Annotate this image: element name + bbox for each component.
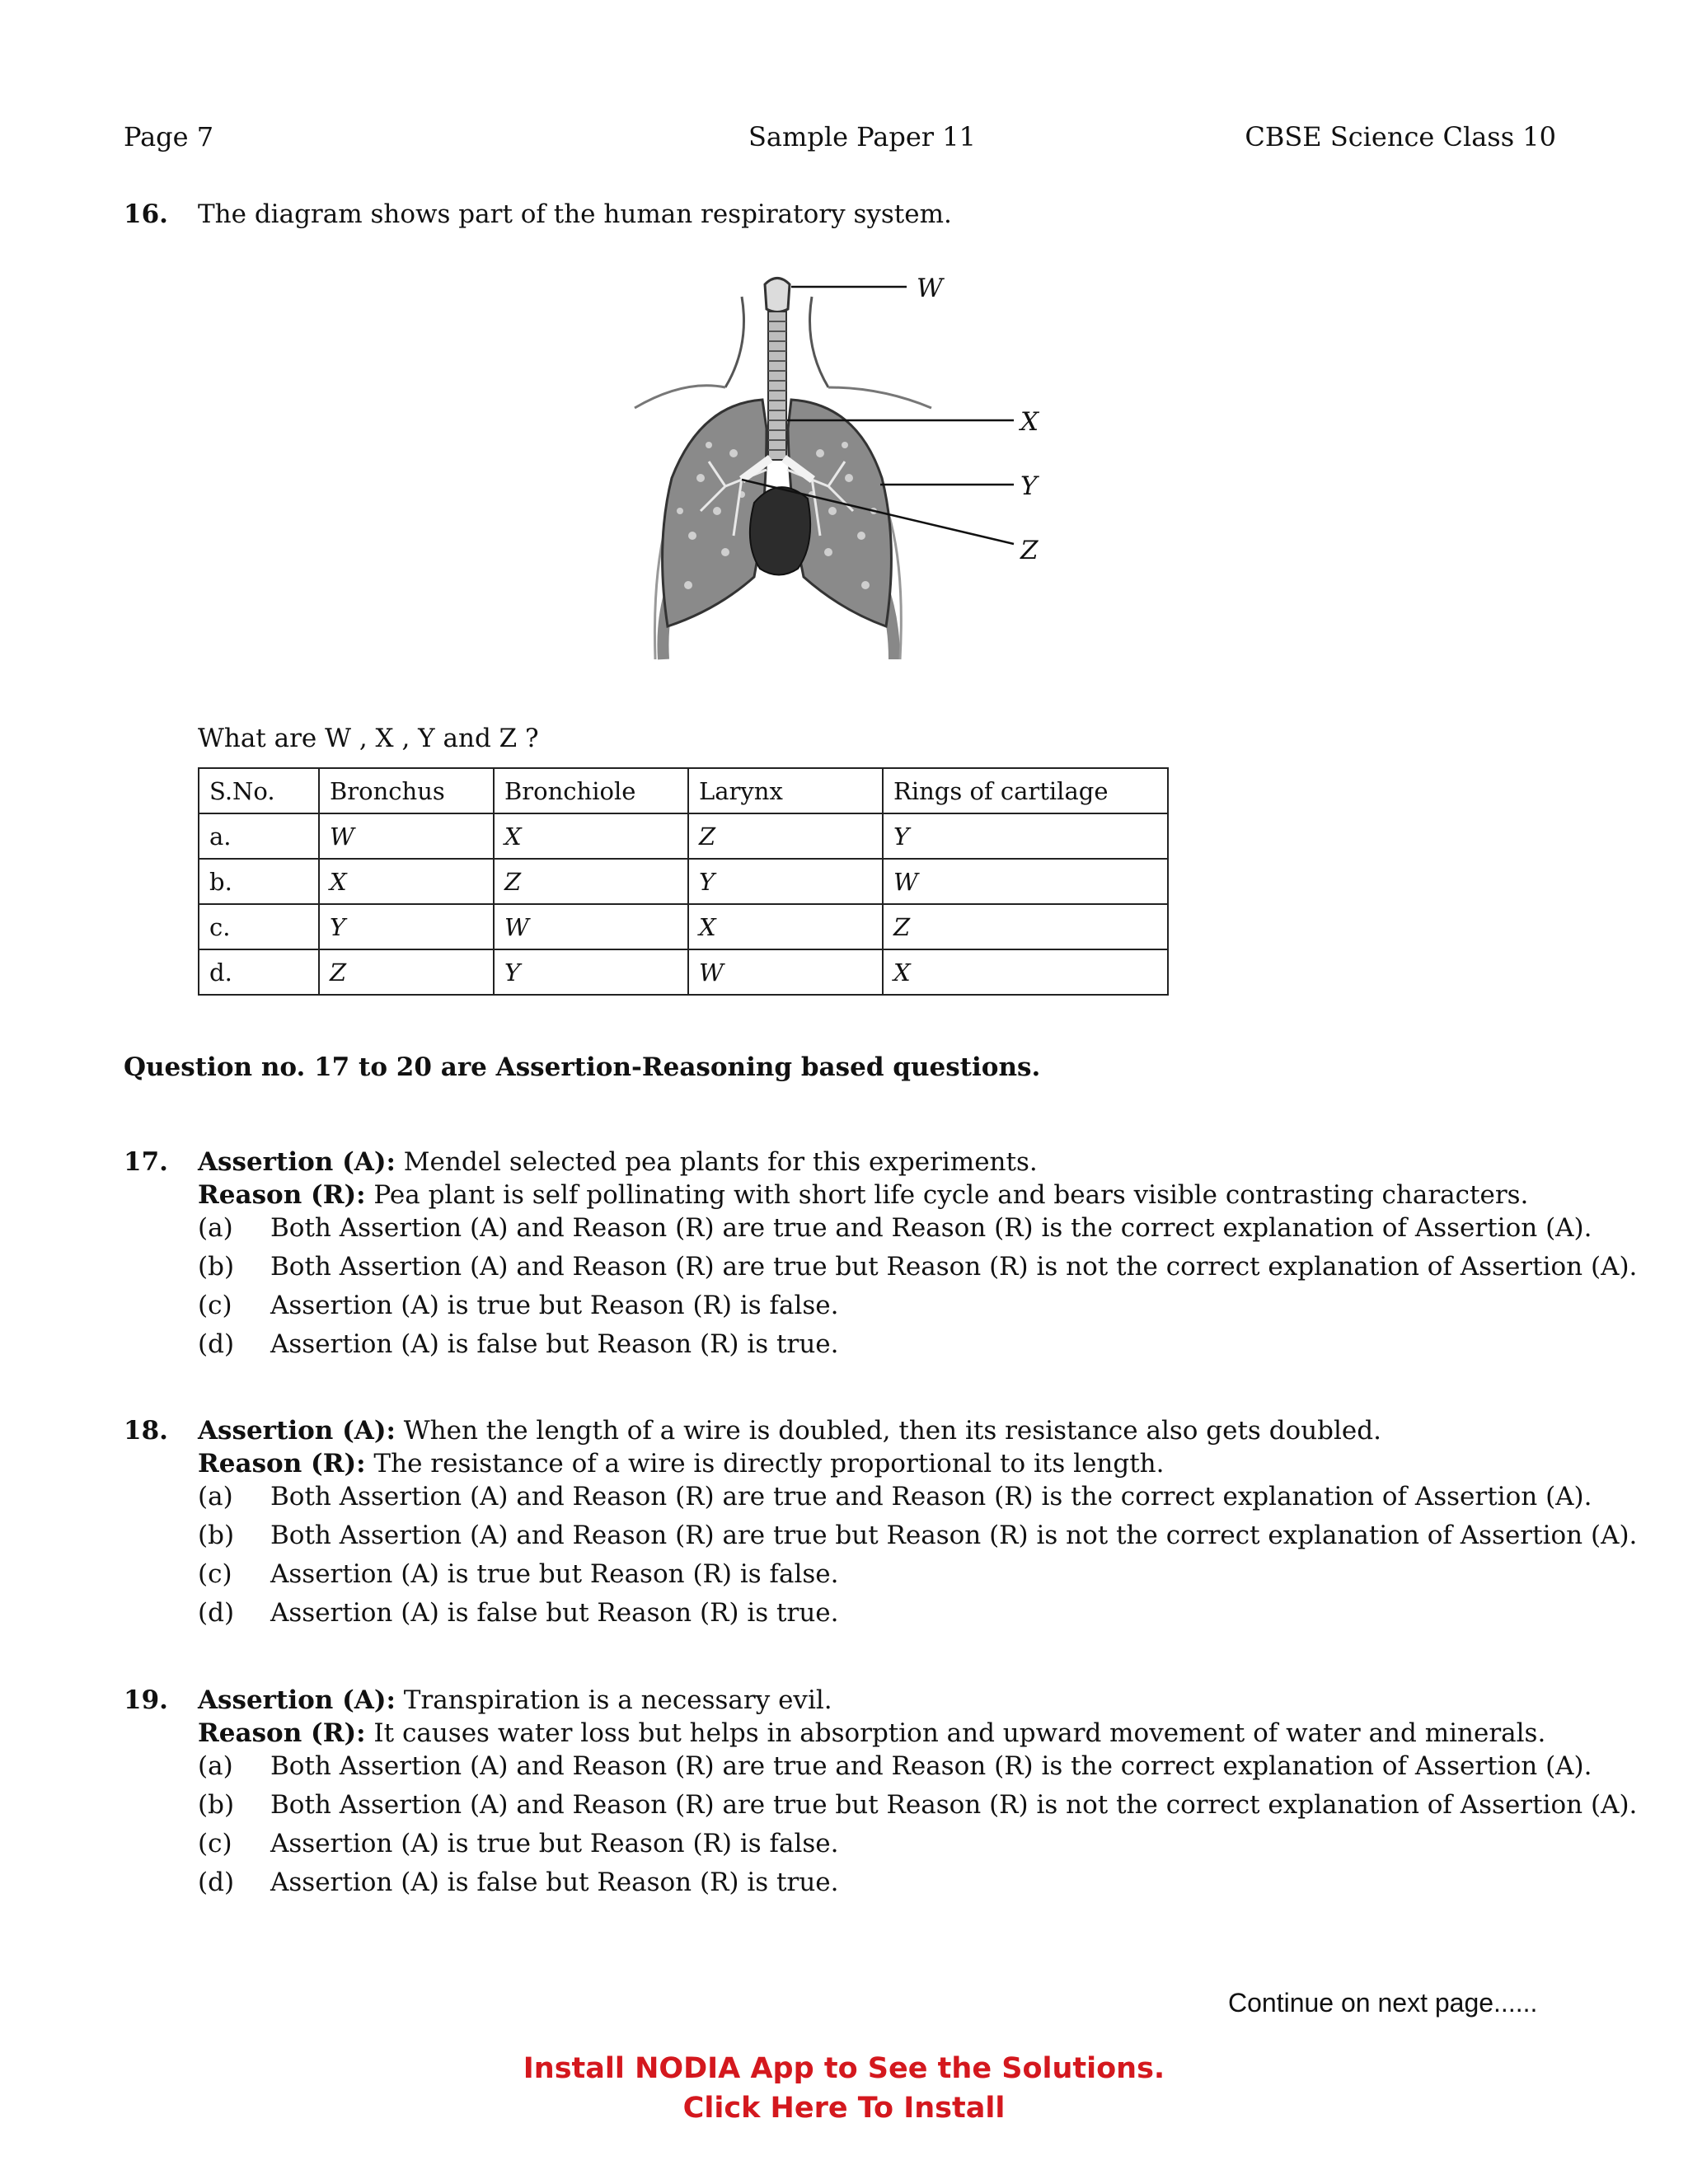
label-x: X: [1020, 407, 1039, 437]
label-z: Z: [1020, 536, 1039, 565]
q16-number: 16.: [124, 199, 168, 229]
option-c-text: Assertion (A) is true but Reason (R) is false.: [270, 1829, 839, 1858]
q16-text: The diagram shows part of the human respiratory system.: [198, 199, 952, 229]
q19-reason: [198, 1717, 1545, 1750]
q18-number: 18.: [124, 1416, 168, 1446]
option-b-text: Both Assertion (A) and Reason (R) are true but Reason (R) is not the correct explanation of Assertion (A).: [270, 1790, 1638, 1820]
option-a-text: Both Assertion (A) and Reason (R) are true and Reason (R) is the correct explanation of Assertion (A).: [270, 1482, 1592, 1511]
table-header: Rings of cartilage: [883, 768, 1168, 813]
option-c-label: (c): [198, 1291, 232, 1320]
option-a-label: (a): [198, 1482, 233, 1511]
table-row: [199, 813, 1168, 859]
q18-reason: [198, 1447, 1165, 1480]
install-button-link[interactable]: Click Here To Install: [682, 2092, 1006, 2125]
q19-reason-text: It causes water loss but helps in absorption and upward movement of water and minerals.: [365, 1718, 1546, 1748]
table-cell: c.: [199, 904, 319, 949]
table-cell: a.: [199, 813, 319, 859]
table-row: [199, 949, 1168, 995]
table-cell: X: [319, 859, 494, 904]
table-cell: W: [319, 813, 494, 859]
option-a-text: Both Assertion (A) and Reason (R) are true and Reason (R) is the correct explanation of Assertion (A).: [270, 1213, 1592, 1243]
option-d-text: Assertion (A) is false but Reason (R) is true.: [270, 1598, 839, 1628]
option-d-label: (d): [198, 1329, 235, 1359]
table-cell: Y: [494, 949, 688, 995]
table-row: [199, 859, 1168, 904]
table-cell: d.: [199, 949, 319, 995]
reason-label: Reason (R):: [198, 1180, 366, 1210]
table-cell: Z: [883, 904, 1168, 949]
q17-number: 17.: [124, 1147, 168, 1177]
table-cell: Y: [883, 813, 1168, 859]
option-c-text: Assertion (A) is true but Reason (R) is false.: [270, 1559, 839, 1589]
option-b-text: Both Assertion (A) and Reason (R) are true but Reason (R) is not the correct explanation of Assertion (A).: [270, 1252, 1638, 1282]
option-d-text: Assertion (A) is false but Reason (R) is true.: [270, 1868, 839, 1897]
option-b-label: (b): [198, 1521, 235, 1550]
reason-label: Reason (R):: [198, 1718, 366, 1748]
continue-note: Continue on next page......: [1228, 1988, 1538, 2018]
q17-assertion: [198, 1146, 1038, 1179]
q17-assertion-text: Mendel selected pea plants for this experiments.: [395, 1147, 1038, 1177]
subject-title: CBSE Science Class 10: [1245, 121, 1556, 152]
table-header: Bronchiole: [494, 768, 688, 813]
table-cell: X: [494, 813, 688, 859]
table-cell: Z: [494, 859, 688, 904]
q17-reason-text: Pea plant is self pollinating with short life cycle and bears visible contrasting characters.: [365, 1180, 1529, 1210]
q18-assertion-text: When the length of a wire is doubled, then its resistance also gets doubled.: [395, 1416, 1381, 1446]
assertion-label: Assertion (A):: [198, 1147, 396, 1177]
q19-number: 19.: [124, 1685, 168, 1715]
q16-prompt: What are W , X , Y and Z ?: [198, 724, 539, 753]
option-d-label: (d): [198, 1868, 235, 1897]
option-a-text: Both Assertion (A) and Reason (R) are true and Reason (R) is the correct explanation of Assertion (A).: [270, 1751, 1592, 1781]
table-cell: Y: [319, 904, 494, 949]
page-number: Page 7: [124, 121, 214, 152]
table-cell: Y: [688, 859, 883, 904]
option-b-label: (b): [198, 1252, 235, 1282]
table-cell: W: [883, 859, 1168, 904]
table-cell: X: [688, 904, 883, 949]
table-header: S.No.: [199, 768, 319, 813]
label-y: Y: [1020, 471, 1038, 501]
option-c-label: (c): [198, 1829, 232, 1858]
q17-reason: [198, 1179, 1528, 1212]
table-cell: W: [688, 949, 883, 995]
q19-assertion: [198, 1684, 832, 1717]
option-d-label: (d): [198, 1598, 235, 1628]
paper-title: Sample Paper 11: [748, 121, 976, 152]
table-cell: W: [494, 904, 688, 949]
table-row: [199, 904, 1168, 949]
option-c-label: (c): [198, 1559, 232, 1589]
option-d-text: Assertion (A) is false but Reason (R) is true.: [270, 1329, 839, 1359]
q18-assertion: [198, 1414, 1381, 1447]
table-header: Larynx: [688, 768, 883, 813]
assertion-label: Assertion (A):: [198, 1685, 396, 1715]
option-b-label: (b): [198, 1790, 235, 1820]
install-app-link[interactable]: Install NODIA App to See the Solutions.: [523, 2052, 1165, 2085]
section-note: Question no. 17 to 20 are Assertion-Reasoning based questions.: [124, 1052, 1041, 1082]
table-cell: Z: [688, 813, 883, 859]
label-w: W: [917, 274, 943, 303]
answer-table: [198, 767, 1169, 996]
table-cell: b.: [199, 859, 319, 904]
option-c-text: Assertion (A) is true but Reason (R) is false.: [270, 1291, 839, 1320]
assertion-label: Assertion (A):: [198, 1416, 396, 1446]
table-header-row: [199, 768, 1168, 813]
table-cell: X: [883, 949, 1168, 995]
option-a-label: (a): [198, 1213, 233, 1243]
table-header: Bronchus: [319, 768, 494, 813]
option-b-text: Both Assertion (A) and Reason (R) are true but Reason (R) is not the correct explanation of Assertion (A).: [270, 1521, 1638, 1550]
option-a-label: (a): [198, 1751, 233, 1781]
q18-reason-text: The resistance of a wire is directly proportional to its length.: [365, 1449, 1165, 1479]
q19-assertion-text: Transpiration is a necessary evil.: [395, 1685, 832, 1715]
table-cell: Z: [319, 949, 494, 995]
reason-label: Reason (R):: [198, 1449, 366, 1479]
